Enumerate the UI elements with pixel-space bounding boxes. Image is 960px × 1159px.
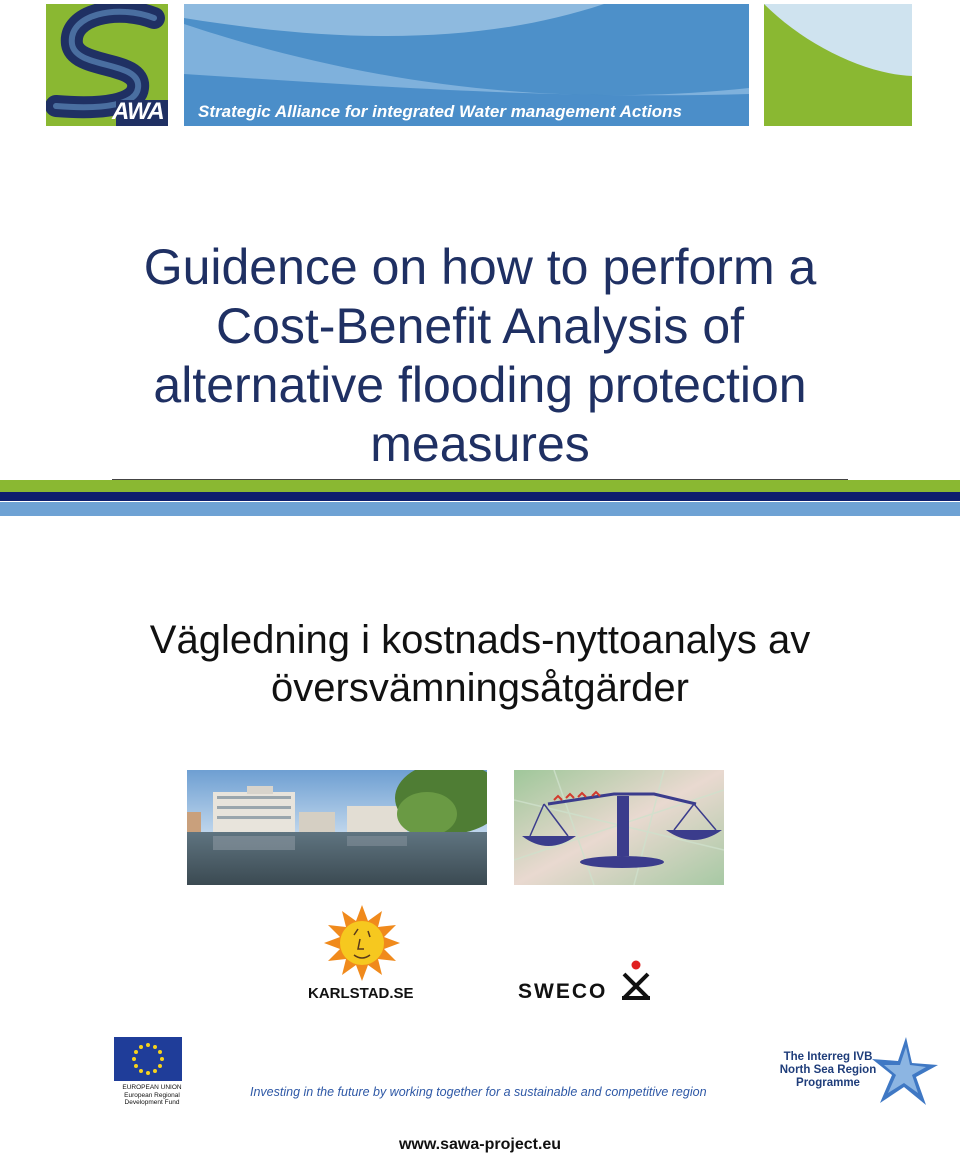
website-link[interactable]: www.sawa-project.eu [398, 1136, 562, 1153]
karlstad-logo [300, 905, 424, 1005]
eu-label-line: EUROPEAN UNION [122, 1084, 182, 1091]
eu-logo [112, 1037, 192, 1109]
sawa-logo-text: AWA [112, 98, 164, 125]
header-banner [184, 4, 749, 126]
balance-scale-image [514, 770, 724, 885]
title-line: Cost-Benefit Analysis of [215, 298, 745, 354]
interreg-logo [778, 1035, 943, 1109]
green-stripe [0, 480, 960, 492]
karlstad-text: KARLSTAD.SE [308, 985, 414, 1002]
eu-flag-icon [114, 1037, 182, 1081]
sweco-text: SWECO [518, 980, 608, 1003]
sun-icon [300, 905, 424, 983]
sawa-logo [46, 4, 168, 126]
interreg-label-line: The Interreg IVB [783, 1051, 873, 1063]
page-title [60, 238, 900, 474]
banner-text: Strategic Alliance for integrated Water management Actions [198, 102, 682, 121]
title-line: alternative flooding protection [153, 357, 807, 413]
interreg-label-line: Programme [796, 1077, 860, 1089]
sweco-symbol-icon [618, 960, 654, 1002]
starfish-icon [870, 1035, 940, 1109]
sweco-logo [518, 960, 658, 1004]
footer-tagline: Investing in the future by working together for a sustainable and competitive region [250, 1085, 707, 1099]
subtitle [60, 616, 900, 712]
interreg-label-line: North Sea Region [779, 1064, 877, 1076]
subtitle-line: Vägledning i kostnads-nyttoanalys av [149, 618, 811, 662]
green-panel-wave [764, 4, 912, 126]
title-line: measures [370, 416, 590, 472]
subtitle-line: översvämningsåtgärder [271, 666, 689, 710]
blue-stripe [0, 502, 960, 516]
eu-label-line: Development Fund [124, 1099, 180, 1106]
navy-stripe [0, 492, 960, 501]
eu-label-line: European Regional [124, 1091, 180, 1099]
title-line: Guidence on how to perform a [143, 239, 817, 295]
header-green-panel [764, 4, 912, 126]
flood-photo [187, 770, 487, 885]
